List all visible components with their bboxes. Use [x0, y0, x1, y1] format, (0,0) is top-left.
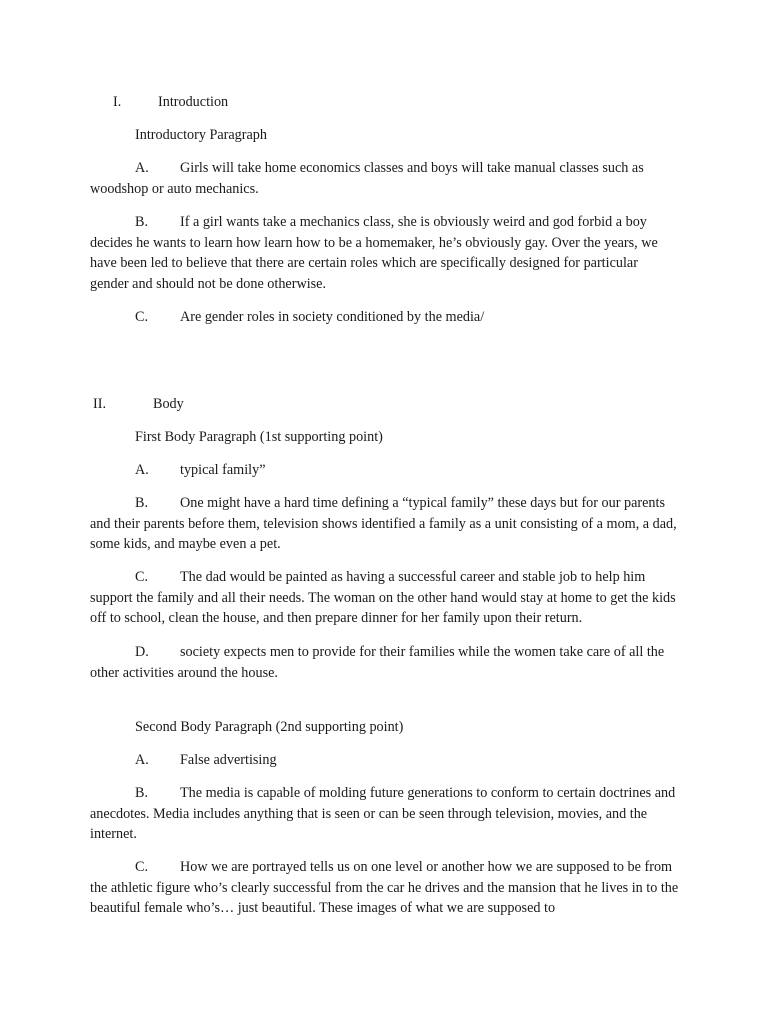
- outline-item: [90, 642, 680, 683]
- item-marker: D.: [135, 644, 149, 660]
- paragraph-heading: Introductory Paragraph: [135, 127, 267, 143]
- section-numeral: II.: [93, 396, 106, 412]
- item-marker: B.: [135, 214, 149, 230]
- item-text: Are gender roles in society conditioned by the media/: [180, 309, 485, 325]
- item-marker: A.: [135, 752, 149, 768]
- item-text: The dad would be painted as having a successful career and stable job to help him support the family and all their needs. The woman on the other hand would stay at home to get the kids off to school, clean the house, and then prepare dinner for her family upon their return.: [90, 569, 676, 626]
- outline-item: [90, 493, 680, 555]
- item-marker: B.: [135, 495, 149, 511]
- item-text: One might have a hard time defining a “typical family” these days but for our parents and their parents before them, television shows identified a family as a unit consisting of a mom, a dad, some kids, and maybe even a pet.: [90, 495, 677, 552]
- item-text: The media is capable of molding future generations to conform to certain doctrines and anecdotes. Media includes anything that is seen or can be seen through television, movies, and the internet.: [90, 785, 676, 842]
- item-marker: A.: [135, 160, 149, 176]
- outline-item: [90, 783, 680, 845]
- section-title: Introduction: [158, 94, 229, 110]
- item-marker: C.: [135, 309, 149, 325]
- section-title: Body: [153, 396, 184, 412]
- item-marker: C.: [135, 859, 149, 875]
- outline-item: [90, 158, 680, 199]
- item-text: If a girl wants take a mechanics class, she is obviously weird and god forbid a boy decides he wants to learn how learn how to be a homemaker, he’s obviously gay. Over the years, we have been led to believe that there are certain roles which are specifically designed for particular gender and should not be done otherwise.: [90, 214, 658, 292]
- item-text: society expects men to provide for their families while the women take care of all the other activities around the house.: [90, 644, 665, 681]
- item-text: Girls will take home economics classes and boys will take manual classes such as woodshop or auto mechanics.: [90, 160, 644, 197]
- outline-item: [90, 567, 680, 629]
- item-marker: C.: [135, 569, 149, 585]
- outline-item: [90, 460, 680, 481]
- item-marker: A.: [135, 462, 149, 478]
- paragraph-heading: Second Body Paragraph (2nd supporting point): [135, 719, 404, 735]
- section-numeral: I.: [113, 94, 122, 110]
- item-text: How we are portrayed tells us on one level or another how we are supposed to be from the athletic figure who’s clearly successful from the car he drives and the mansion that he lives in to the beautiful female who’s… just beautiful. These images of what we are supposed to: [90, 859, 679, 916]
- outline-item: [90, 212, 680, 294]
- paragraph-heading: First Body Paragraph (1st supporting point): [135, 429, 383, 445]
- outline-item: [90, 857, 680, 919]
- item-text: typical family”: [180, 462, 266, 478]
- outline-item: [90, 750, 680, 771]
- outline-item: [90, 307, 680, 328]
- item-text: False advertising: [180, 752, 277, 768]
- item-marker: B.: [135, 785, 149, 801]
